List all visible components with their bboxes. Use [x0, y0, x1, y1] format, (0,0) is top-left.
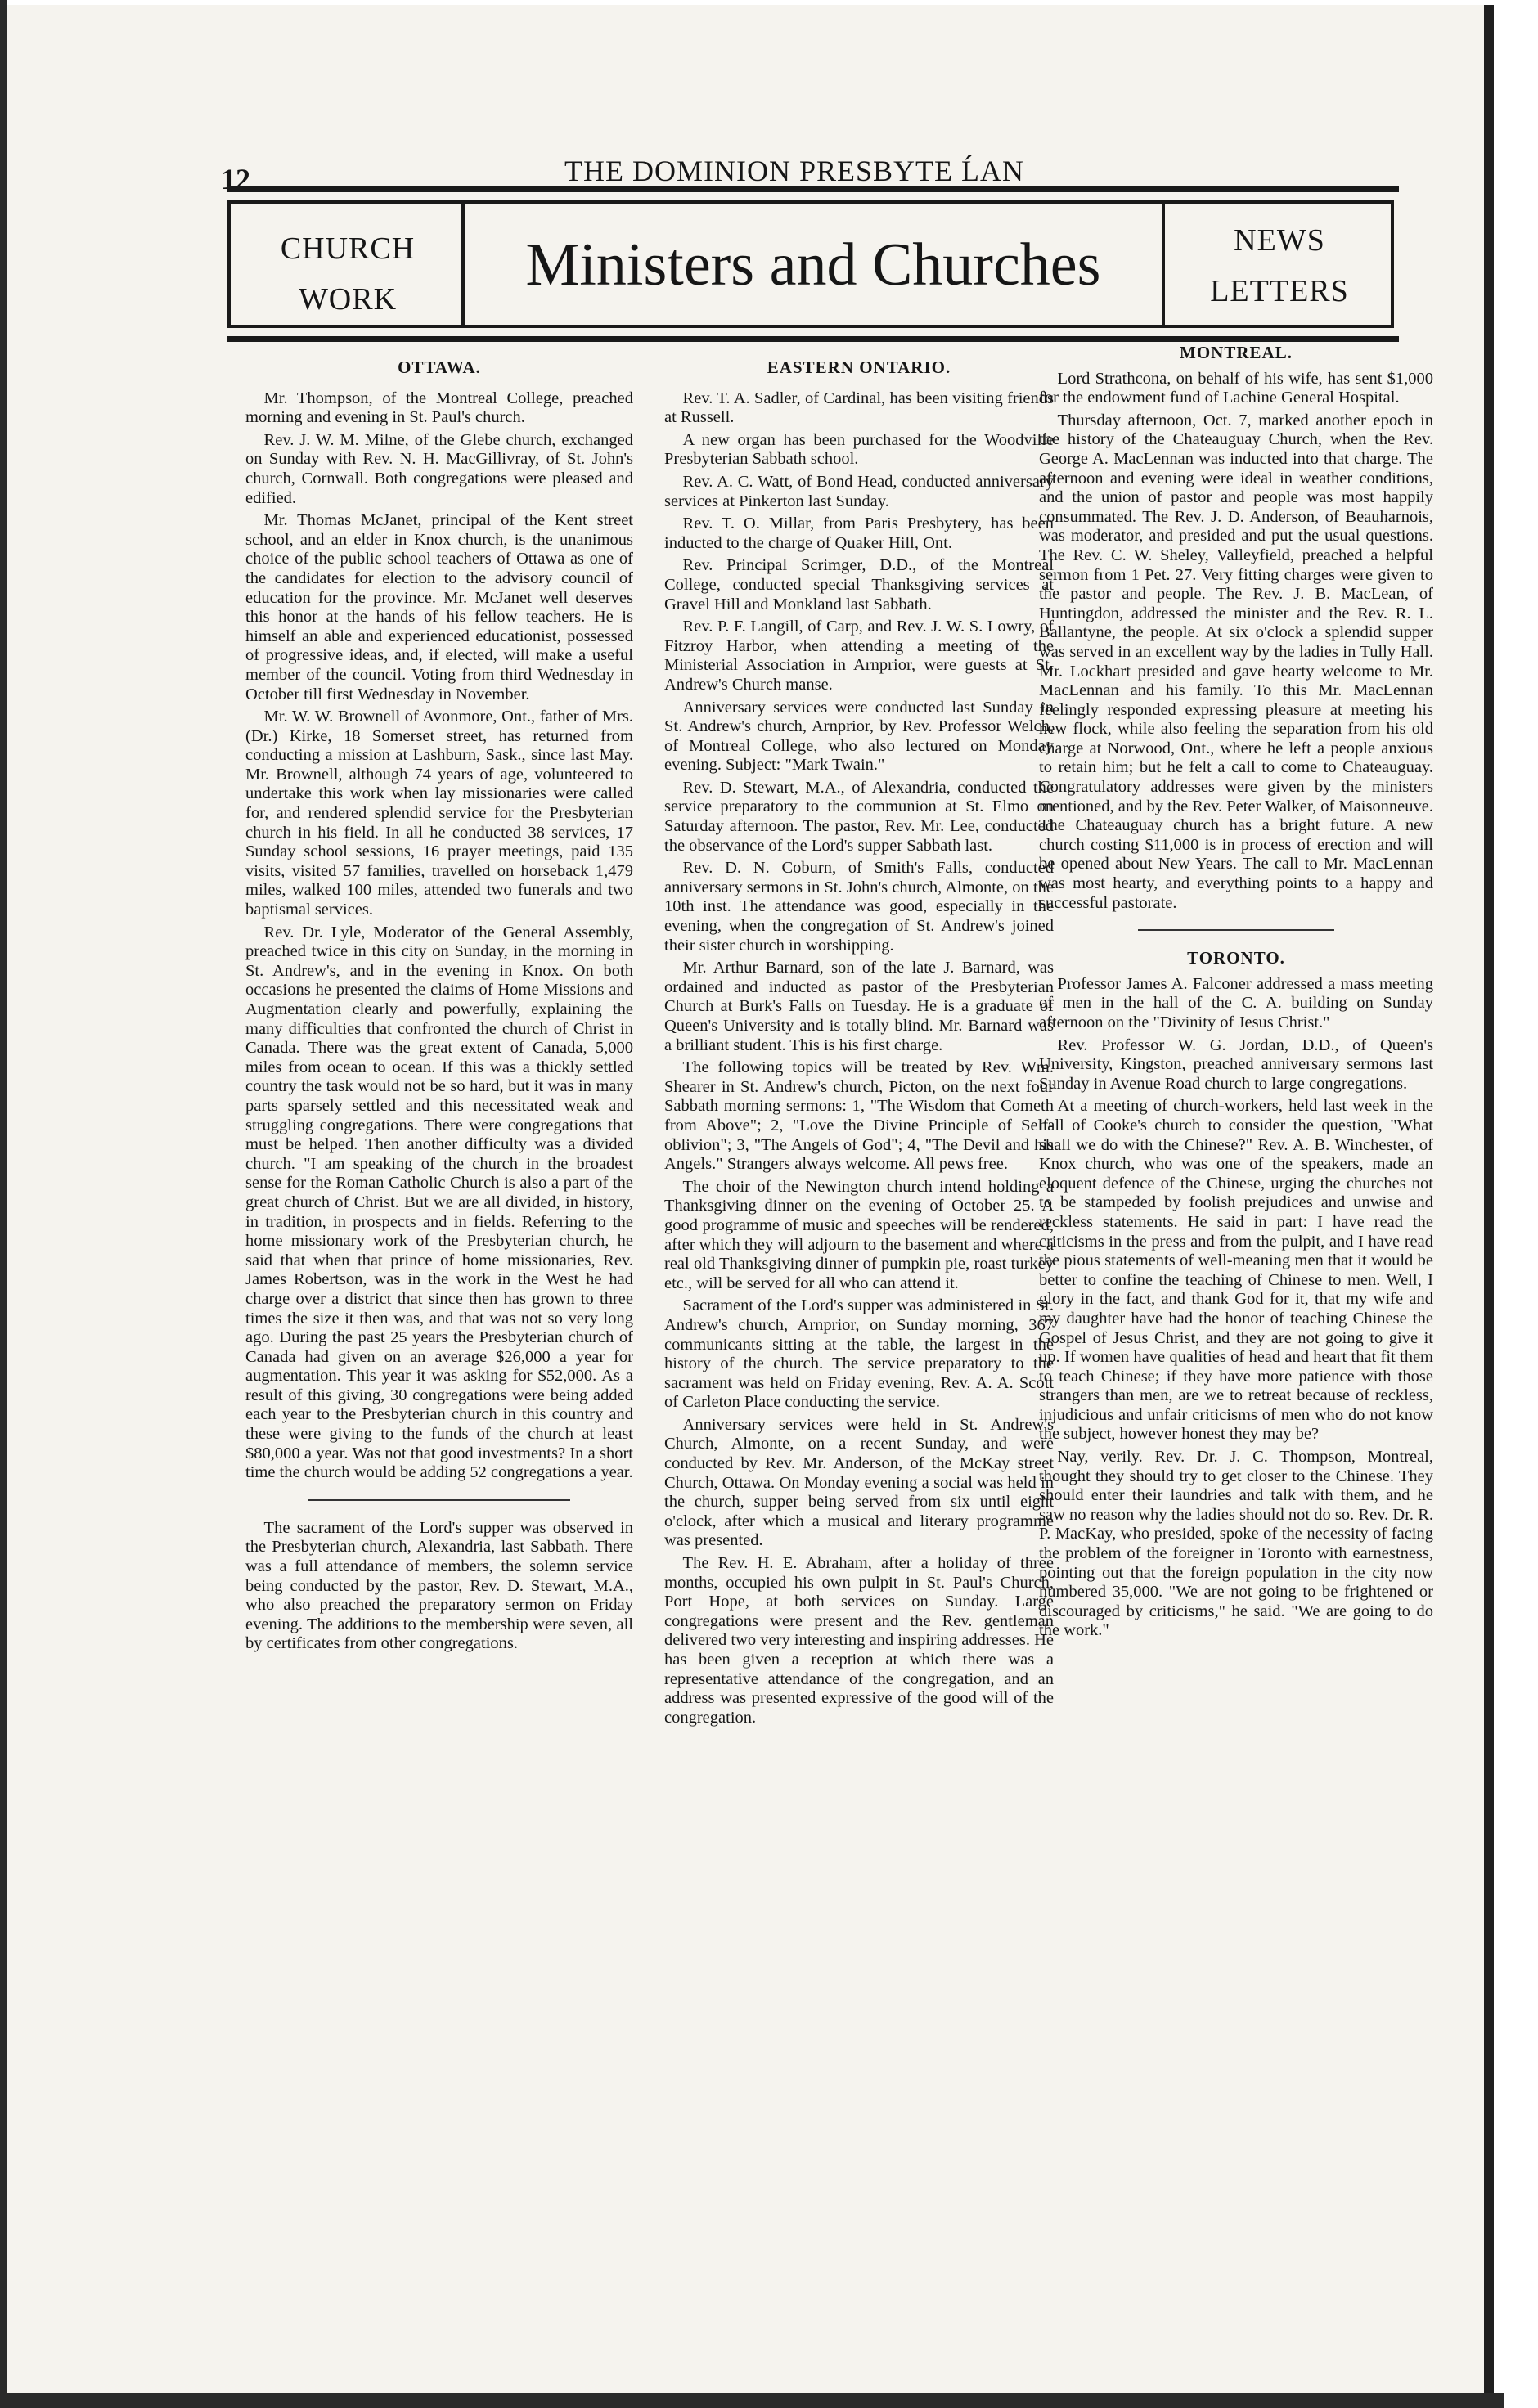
article-paragraph: Thursday afternoon, Oct. 7, marked another epoch in the history of the Chateauguay Church, when the Rev. George A. MacLennan was inducted into that charge. The afternoon and evening were ideal in weather conditions, and the union of pastor and people was most happily consummated. The Rev. J. D. Anderson, of Beauharnois, was moderator, and presided and put the usual questions. The Rev. C. W. Sheley, Valleyfield, preached a helpful sermon from 1 Pet. 27. Very fitting charges were given to the pastor and people. The Rev. J. B. MacLean, of Huntingdon, addressed the minister and the Rev. R. L. Ballantyne, the people. At six o'clock a splendid supper was served in an excellent way by the ladies in Tully Hall. Mr. Lockhart presided and gave hearty welcome to Mr. MacLennan and his family. To this Mr. MacLennan feelingly responded expressing pleasure at meeting his new flock, while also feeling the separation from his old charge at Norwood, Ont., where he left a people anxious to retain him; but he felt a call to come to Chateauguay. Congratulatory addresses were given by the ministers mentioned, and by the Rev. Peter Walker, of Maisonneuve. The Chateauguay church has a bright future. A new church costing $11,000 is in process of erection and will be opened about New Years. The call to Mr. MacLennan was most hearty, and everything points to a happy and successful pastorate.	[1039, 411, 1434, 912]
article-paragraph: Rev. Dr. Lyle, Moderator of the General Assembly, preached twice in this city on Sunday, in the morning in St. Andrew's, and in the evening in Knox. On both occasions he presented the claims of Home Missions and Augmentation clearly and powerfully, explaining the many difficulties that confronted the church of Christ in Canada. There was the great extent of Canada, 5,000 miles from ocean to ocean. If this was a thickly settled country the task would not be so hard, but it was in many parts sparsely settled and this necessitated weak and struggling congregations. There were congregations that must be helped. Then another difficulty was a divided church. "I am speaking of the church in the broadest sense for the Roman Catholic Church is also a part of the great church of Christ. But we are all divided, in history, in tradition, in prospects and in fields. Referring to the home missionary work of the Presbyterian church, he said that when that prince of home missionaries, Rev. James Robertson, was in the work in the West he had charge over a district that since then has grown to three times the size it then was, and that was not so very long ago. During the past 25 years the Presbyterian church of Canada had given on an average $26,000 a year for augmentation. This year it was asking for $52,000. As a result of this giving, 30 congregations were being added each year to the Presbyterian church in this country and these were giving to the funds of the church at least $80,000 a year. Was not that good investments? In a short time the church would be adding 52 congregations a year.	[245, 923, 633, 1482]
article-paragraph: The choir of the Newington church intend holding a Thanksgiving dinner on the evening of October 25. A good programme of music and speeches will be rendered, after which they will adjourn to the basement and where a real old Thanksgiving dinner of pumpkin pie, roast turkey etc., will be served for all who can attend it.	[664, 1177, 1054, 1292]
article-paragraph: A new organ has been purchased for the Woodville Presbyterian Sabbath school.	[664, 430, 1054, 469]
article-paragraph: Lord Strathcona, on behalf of his wife, has sent $1,000 for the endowment fund of Lachine General Hospital.	[1039, 369, 1433, 407]
article-paragraph: Mr. W. W. Brownell of Avonmore, Ont., father of Mrs. (Dr.) Kirke, 18 Somerset street, has returned from conducting a mission at Lashburn, Sask., since last May. Mr. Brownell, although 74 years of age, volunteered to undertake this work when lay missionaries were called for, and rendered splendid service for the Presbyterian church in his field. In all he conducted 38 services, 17 Sunday school sessions, 16 prayer meetings, paid 135 visits, visited 57 families, travelled on horseback 1,479 miles, walked 100 miles, attended two funerals and two baptismal services.	[245, 708, 633, 919]
scan-bottom-edge	[7, 2393, 1504, 2408]
article-paragraph: Rev. A. C. Watt, of Bond Head, conducted anniversary services at Pinkerton last Sunday.	[664, 472, 1054, 510]
article-paragraph: Anniversary services were conducted last Sunday in St. Andrew's church, Arnprior, by Rev. Professor Welch, of Montreal College, who also lectured on Monday evening. Subject: "Mark Twain."	[664, 698, 1054, 775]
masthead-left-box	[227, 200, 465, 328]
article-paragraph: At a meeting of church-workers, held last week in the hall of Cooke's church to consider the question, "What shall we do with the Chinese?" Rev. A. B. Winchester, of Knox church, who was one of the speakers, made an eloquent defence of the Chinese, urging the churches not to be stampeded by foolish prejudices and unwise and reckless statements. He said in part: I have read the criticisms in the press and from the pulpit, and I have read the pious statements of well-meaning men that it would be better to confine the teaching of Chinese to men. Well, I glory in the fact, and thank God for it, that my wife and my daughter have had the honor of teaching Chinese the Gospel of Jesus Christ, and they are not going to give it up. If women have qualities of head and heart that fit them to teach Chinese; if they have more patience with those strangers than men, are we to retreat because of reckless, injudicious and unfair criticisms of men who do not know the subject, however honest they may be?	[1039, 1097, 1433, 1444]
section-heading-toronto: TORONTO.	[1187, 948, 1285, 968]
masthead-left-line1: CHURCH	[280, 231, 416, 266]
masthead-title: Ministers and Churches	[525, 231, 1101, 299]
section-heading-montreal: MONTREAL.	[1180, 343, 1293, 362]
article-paragraph: Anniversary services were held in St. Andrew's Church, Almonte, on a recent Sunday, and were conducted by Rev. Mr. Anderson, of the McKay street Church, Ottawa. On Monday evening a social was held in the church, supper being served from six until eight o'clock, after which a musical and literary programme was presented.	[664, 1415, 1054, 1550]
article-paragraph: The Rev. H. E. Abraham, after a holiday of three months, occupied his own pulpit in St. Paul's Church, Port Hope, at both services on Sunday. Large congregations were present and the Rev. gentleman delivered two very interesting and inspiring addresses. He has been given a reception at which there was a representative attendance of the congregation, and an address was presented expressive of the good will of the congregation.	[664, 1554, 1054, 1727]
page-number: 12	[221, 163, 250, 195]
article-paragraph: Rev. P. F. Langill, of Carp, and Rev. J. W. S. Lowry, of Fitzroy Harbor, when attending a meeting of the Ministerial Association in Arnprior, were guests at St. Andrew's Church manse.	[664, 618, 1054, 694]
article-paragraph: Mr. Thomas McJanet, principal of the Kent street school, and an elder in Knox church, is the unanimous choice of the public school teachers of Ottawa as one of the candidates for election to the advisory council of education for the province. Mr. McJanet well deserves this honor at the hands of his fellow teachers. He is himself an able and experienced educationist, possessed of progressive ideas, and, if elected, will make a useful member of the council. Voting from third Wednesday in October till first Wednesday in November.	[245, 511, 633, 703]
masthead-right-box	[1162, 204, 1394, 325]
article-paragraph: Rev. J. W. M. Milne, of the Glebe church, exchanged on Sunday with Rev. N. H. MacGillivray, of St. John's church, Cornwall. Both congregations were pleased and edified.	[245, 430, 633, 507]
article-paragraph: The following topics will be treated by Rev. Wm. Shearer in St. Andrew's church, Picton, on the next four Sabbath morning sermons: 1, "The Wisdom that Cometh from Above"; 2, "Love the Divine Principle of Self-oblivion"; 3, "The Angels of God"; 4, "The Devil and his Angels." Strangers always welcome. All pews free.	[664, 1058, 1054, 1174]
section-masthead	[227, 186, 1399, 342]
masthead-left-line2: WORK	[298, 282, 398, 317]
article-paragraph: Rev. T. A. Sadler, of Cardinal, has been visiting friends at Russell.	[664, 389, 1054, 427]
section-divider	[308, 1499, 570, 1501]
article-paragraph: Rev. T. O. Millar, from Paris Presbytery, has been inducted to the charge of Quaker Hill, Ont.	[664, 514, 1054, 552]
column-ottawa	[245, 358, 633, 1657]
masthead-right-line2: LETTERS	[1210, 274, 1349, 308]
article-paragraph: The sacrament of the Lord's supper was observed in the Presbyterian church, Alexandria, last Sabbath. There was a full attendance of members, the solemn service being conducted by the pastor, Rev. D. Stewart, M.A., who also preached the preparatory sermon on Friday evening. The additions to the membership were seven, all by certificates from other congregations.	[245, 1518, 633, 1653]
masthead-center-box	[461, 200, 1394, 328]
running-head: THE DOMINION PRESBYTE ĹAN	[564, 155, 1024, 187]
article-paragraph: Mr. Thompson, of the Montreal College, preached morning and evening in St. Paul's church.	[245, 389, 633, 427]
article-paragraph: Rev. D. Stewart, M.A., of Alexandria, conducted the service preparatory to the communion at St. Elmo on Saturday afternoon. The pastor, Rev. Mr. Lee, conducted the observance of the Lord's supper Sabbath last.	[664, 778, 1054, 855]
masthead-right-line1: NEWS	[1234, 223, 1325, 258]
article-paragraph: Rev. Principal Scrimger, D.D., of the Montreal College, conducted special Thanksgiving services at Gravel Hill and Monkland last Sabbath.	[664, 556, 1054, 613]
article-paragraph: Nay, verily. Rev. Dr. J. C. Thompson, Montreal, thought they should try to get closer to the Chinese. They should enter their laundries and talk with them, and he saw no reason why the ladies should not do so. Rev. Dr. R. P. MacKay, who presided, spoke of the necessity of facing the problem of the foreigner in Toronto with earnestness, pointing out that the foreign population in the city now numbered 35,000. "We are not going to be frightened or discouraged by criticisms," he said. "We are going to do the work."	[1039, 1448, 1433, 1640]
article-paragraph: Mr. Arthur Barnard, son of the late J. Barnard, was ordained and inducted as pastor of the Presbyterian Church at Burk's Falls on Tuesday. He is a graduate of Queen's University and is totally blind. Mr. Barnard was a brilliant student. This is his first charge.	[664, 959, 1054, 1054]
article-paragraph: Professor James A. Falconer addressed a mass meeting of men in the hall of the C. A. building on Sunday afternoon on the "Divinity of Jesus Christ."	[1039, 974, 1433, 1031]
scan-left-edge	[0, 0, 7, 2408]
section-heading-ottawa: OTTAWA.	[398, 357, 481, 377]
section-heading-eastern-ontario: EASTERN ONTARIO.	[767, 357, 951, 377]
article-paragraph: Rev. D. N. Coburn, of Smith's Falls, conducted anniversary sermons in St. John's church, Almonte, on the 10th inst. The attendance was good, especially in the evening, when the congregation of St. Andrew's joined their sister church in worshipping.	[664, 859, 1054, 955]
column-eastern-ontario	[664, 358, 1054, 1731]
article-paragraph: Rev. Professor W. G. Jordan, D.D., of Queen's University, Kingston, preached anniversary sermons last Sunday in Avenue Road church to large congregations.	[1039, 1036, 1433, 1093]
column-montreal-toronto	[1039, 344, 1433, 1644]
article-paragraph: Sacrament of the Lord's supper was administered in St. Andrew's church, Arnprior, on Sunday morning, 367 communicants sitting at the table, the largest in the history of the church. The service preparatory to the sacrament was held on Friday evening, Rev. A. A. Scott of Carleton Place conducting the service.	[664, 1296, 1054, 1412]
section-divider	[1138, 929, 1334, 931]
